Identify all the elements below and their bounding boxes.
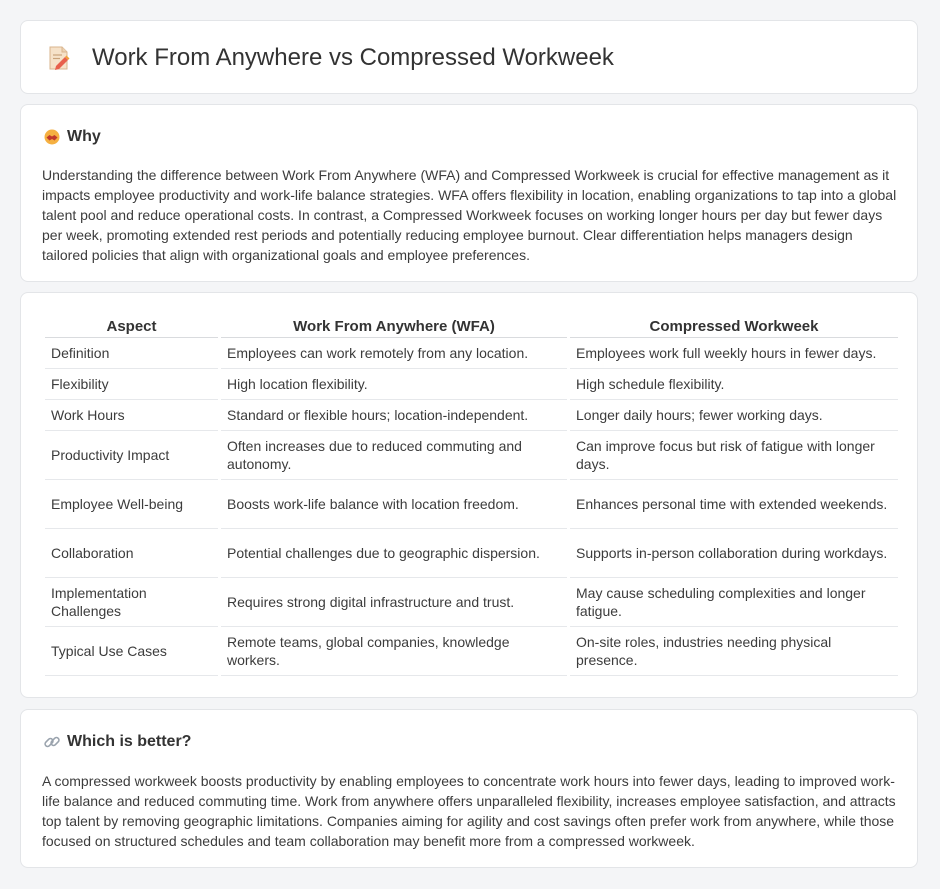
column-header-compressed: Compressed Workweek: [570, 315, 898, 338]
why-body: Understanding the difference between Work From Anywhere (WFA) and Compressed Workweek is crucial for effective management as it impacts employee productivity and work-life balance strategies. WFA offers flexibility in location, enabling organizations to tap into a global talent pool and reduce operational costs. In contrast, a Compressed Workweek focuses on working longer hours per day but fewer days per week, promoting extended rest periods and potentially reducing employee burnout. Clear differentiation helps managers design tailored policies that align with organizational goals and employee preferences.: [42, 167, 897, 263]
compressed-cell: Supports in-person collaboration during workdays.: [570, 529, 898, 578]
compressed-cell: On-site roles, industries needing physical presence.: [570, 627, 898, 676]
better-heading: [43, 732, 191, 752]
aspect-cell: Typical Use Cases: [45, 627, 218, 676]
wfa-cell: Employees can work remotely from any location.: [221, 338, 567, 369]
table-row: [45, 338, 898, 369]
title-card: [20, 20, 918, 94]
aspect-cell: Collaboration: [45, 529, 218, 578]
compressed-cell: High schedule flexibility.: [570, 369, 898, 400]
better-body: A compressed workweek boosts productivity by enabling employees to concentrate work hours into fewer days, leading to improved work-life balance and reduced commuting time. Work from anywhere offers unparalleled flexibility, increases employee satisfaction, and attracts top talent by removing geographic limitations. Companies aiming for agility and cost savings often prefer work from anywhere, while those focused on structured schedules and team collaboration may benefit more from a compressed workweek.: [42, 773, 896, 849]
better-heading-text: Which is better?: [67, 733, 192, 750]
why-heading-text: Why: [67, 128, 101, 145]
table-row: [45, 400, 898, 431]
wfa-cell: High location flexibility.: [221, 369, 567, 400]
table-row: [45, 369, 898, 400]
wfa-cell: Standard or flexible hours; location-independent.: [221, 400, 567, 431]
link-icon: [43, 733, 61, 751]
aspect-cell: Implementation Challenges: [45, 578, 218, 627]
aspect-cell: Employee Well-being: [45, 480, 218, 529]
wfa-cell: Potential challenges due to geographic dispersion.: [221, 529, 567, 578]
wfa-cell: Boosts work-life balance with location freedom.: [221, 480, 567, 529]
comparison-section: [20, 292, 918, 698]
table-row: [45, 529, 898, 578]
why-section: [20, 104, 918, 282]
page-title: Work From Anywhere vs Compressed Workweek: [92, 44, 614, 71]
aspect-cell: Productivity Impact: [45, 431, 218, 480]
table-row: [45, 480, 898, 529]
aspect-cell: Work Hours: [45, 400, 218, 431]
table-row: [45, 431, 898, 480]
table-row: [45, 627, 898, 676]
column-header-wfa: Work From Anywhere (WFA): [221, 315, 567, 338]
wfa-cell: Often increases due to reduced commuting and autonomy.: [221, 431, 567, 480]
comparison-table: [42, 315, 901, 676]
wfa-cell: Requires strong digital infrastructure and trust.: [221, 578, 567, 627]
why-heading: [43, 127, 101, 147]
column-header-aspect: Aspect: [45, 315, 218, 338]
which-is-better-section: [20, 709, 918, 868]
compressed-cell: Employees work full weekly hours in fewer days.: [570, 338, 898, 369]
compressed-cell: Can improve focus but risk of fatigue with longer days.: [570, 431, 898, 480]
compressed-cell: Enhances personal time with extended weekends.: [570, 480, 898, 529]
wfa-cell: Remote teams, global companies, knowledge workers.: [221, 627, 567, 676]
table-row: [45, 578, 898, 627]
compressed-cell: Longer daily hours; fewer working days.: [570, 400, 898, 431]
aspect-cell: Flexibility: [45, 369, 218, 400]
document-pencil-icon: [47, 45, 71, 71]
handshake-icon: [43, 128, 61, 146]
aspect-cell: Definition: [45, 338, 218, 369]
compressed-cell: May cause scheduling complexities and longer fatigue.: [570, 578, 898, 627]
